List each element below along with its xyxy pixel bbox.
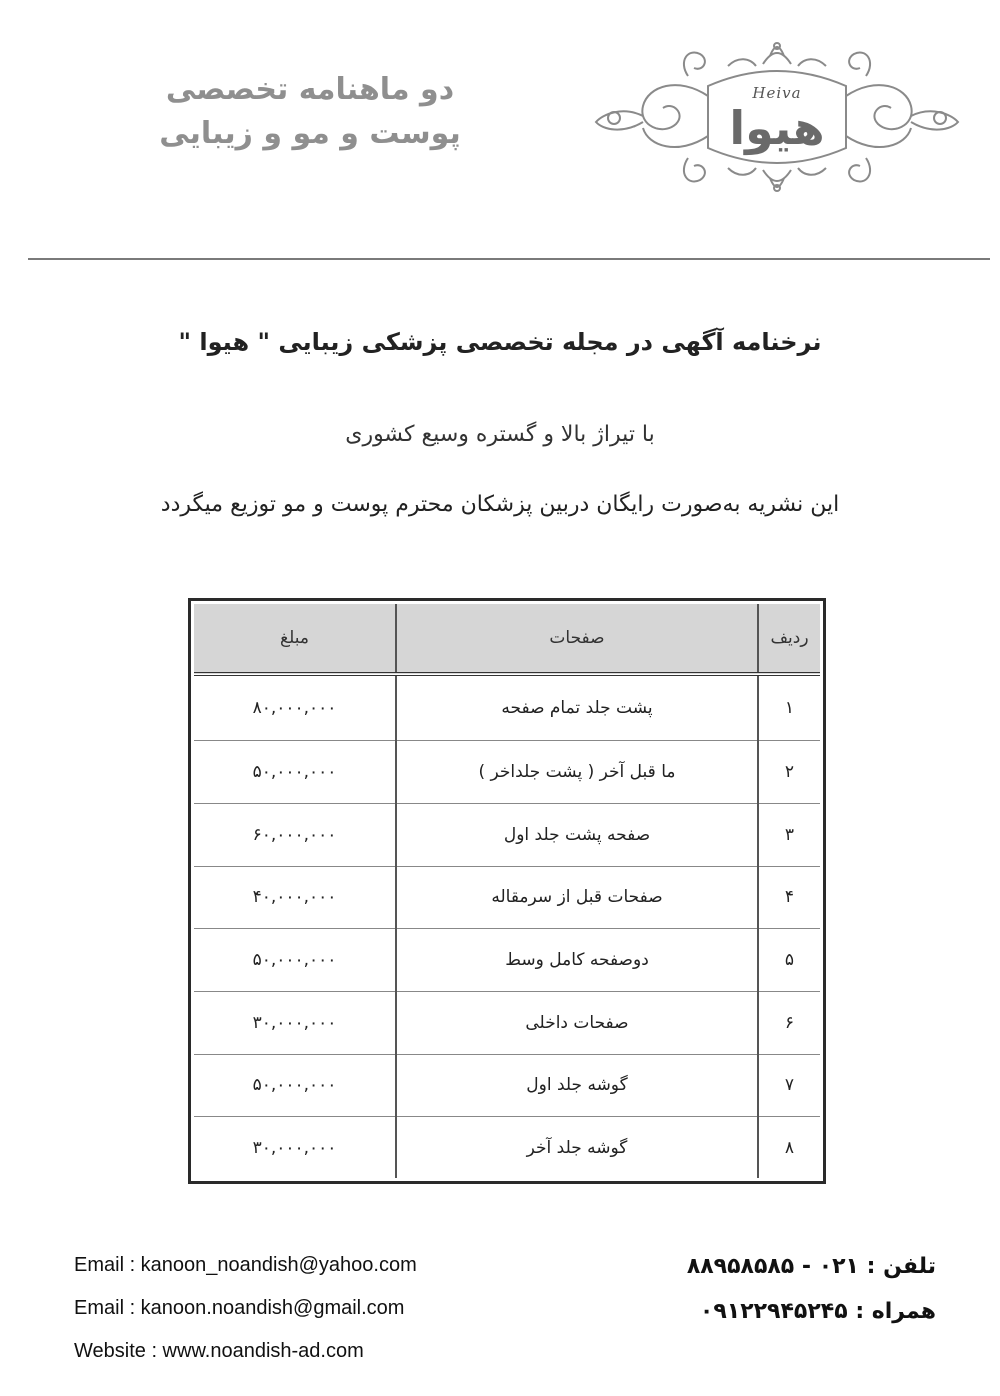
- header-pages: صفحات: [396, 604, 758, 674]
- row-price: ۳۰,۰۰۰,۰۰۰: [252, 1137, 337, 1158]
- table-row: [194, 674, 820, 741]
- table-row: [194, 991, 820, 1054]
- table-row: [194, 866, 820, 929]
- subtitle-line-2: پوست و مو و زیبایی: [159, 116, 461, 151]
- email-gmail[interactable]: Email : kanoon.noandish@gmail.com: [74, 1297, 405, 1319]
- subtitle-line-1: دو ماهنامه تخصصی: [165, 72, 455, 107]
- row-price: ۸۰,۰۰۰,۰۰۰: [194, 674, 396, 741]
- row-index: ۳: [758, 803, 820, 866]
- row-index: ۵: [758, 929, 820, 992]
- row-index: ۱: [758, 674, 820, 741]
- header-divider: [28, 258, 990, 260]
- phone-number[interactable]: ۰۲۱ - ۸۸۹۵۸۵۸۵: [686, 1254, 859, 1279]
- table-row: [194, 1117, 820, 1178]
- row-price: ۵۰,۰۰۰,۰۰۰: [194, 1054, 396, 1117]
- row-price: ۵۰,۰۰۰,۰۰۰: [194, 929, 396, 992]
- row-pages: ما قبل آخر ( پشت جلداخر ): [396, 741, 758, 804]
- row-pages: گوشه جلد اول: [396, 1054, 758, 1117]
- row-pages: پشت جلد تمام صفحه: [396, 674, 758, 741]
- table-row: [194, 1054, 820, 1117]
- logo-persian-text: هیوا: [729, 101, 825, 155]
- phone-line: [600, 1244, 936, 1289]
- contact-phone-block: [600, 1244, 936, 1334]
- row-price: ۴۰,۰۰۰,۰۰۰: [194, 866, 396, 929]
- rates-table-frame: [188, 598, 826, 1184]
- row-index: ۶: [758, 991, 820, 1054]
- phone-label: تلفن :: [866, 1254, 936, 1279]
- header-price: مبلغ: [194, 604, 396, 674]
- row-price: ۶۰,۰۰۰,۰۰۰: [194, 803, 396, 866]
- row-price: ۵۰,۰۰۰,۰۰۰: [194, 741, 396, 804]
- row-index: ۲: [758, 741, 820, 804]
- rates-table: [194, 604, 820, 1178]
- mobile-number[interactable]: ۰۹۱۲۲۹۴۵۲۴۵: [699, 1299, 848, 1324]
- table-row: [194, 803, 820, 866]
- heiva-logo: [588, 36, 966, 196]
- row-pages: دوصفحه کامل وسط: [396, 929, 758, 992]
- row-index: ۷: [758, 1054, 820, 1117]
- table-header-row: [194, 604, 820, 674]
- mobile-line: [600, 1289, 936, 1334]
- row-pages: صفحات قبل از سرمقاله: [396, 866, 758, 929]
- row-price: ۳۰,۰۰۰,۰۰۰: [194, 991, 396, 1054]
- row-pages: صفحه پشت جلد اول: [396, 803, 758, 866]
- row-index: ۸: [758, 1117, 820, 1178]
- distribution-note: این نشریه به‌صورت رایگان دربین پزشکان محترم پوست و مو توزیع میگردد: [160, 492, 840, 517]
- row-pages: گوشه جلد آخر: [396, 1117, 758, 1178]
- mobile-label: همراه :: [855, 1299, 936, 1324]
- website-link[interactable]: Website : www.noandish-ad.com: [74, 1340, 364, 1362]
- header-index: ردیف: [758, 604, 820, 674]
- row-index: ۴: [758, 866, 820, 929]
- logo-latin-text: Heiva: [752, 84, 802, 102]
- magazine-subtitle: [130, 68, 490, 156]
- circulation-note: با تیراژ بالا و گستره وسیع کشوری: [345, 422, 655, 447]
- row-pages: صفحات داخلی: [396, 991, 758, 1054]
- table-row: [194, 929, 820, 992]
- table-row: [194, 741, 820, 804]
- email-yahoo[interactable]: Email : kanoon_noandish@yahoo.com: [74, 1254, 417, 1276]
- rate-card-title: نرخنامه آگهی در مجله تخصصی پزشکی زیبایی " هیوا ": [178, 328, 822, 356]
- contact-web-block: [74, 1244, 417, 1373]
